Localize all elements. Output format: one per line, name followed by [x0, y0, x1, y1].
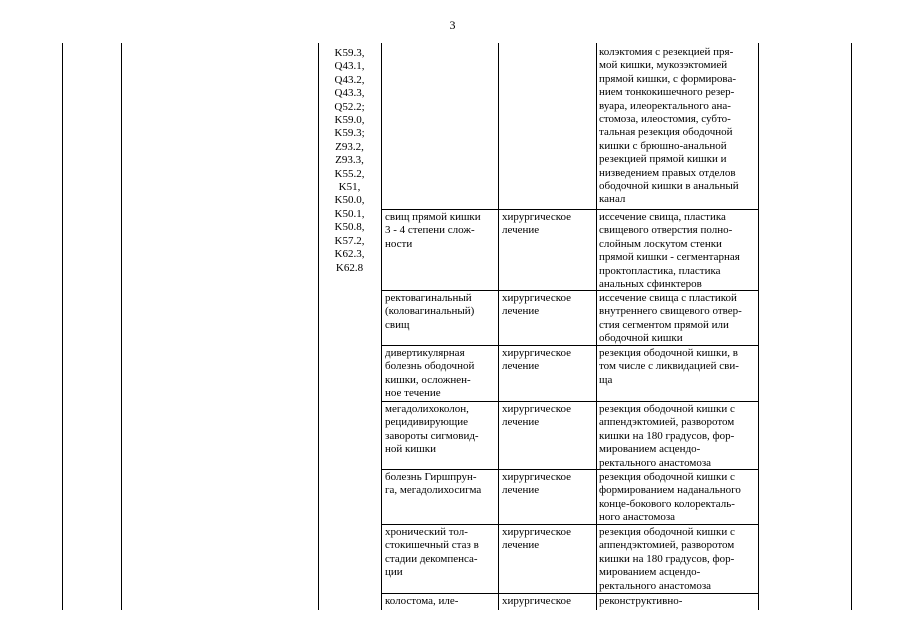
treatment-cell: хирургическое лечение: [502, 403, 572, 429]
condition-cell: дивертикулярная болезнь ободочной кишки, осложнен- ное течение: [385, 347, 475, 400]
page-number: 3: [449, 18, 456, 32]
icd-code: Q43.3,: [334, 87, 365, 100]
icd-code: Z93.3,: [335, 154, 364, 167]
condition-cell: хронический тол- стокишечный стаз в стадии декомпенса- ции: [385, 526, 479, 579]
icd-code: K50.8,: [334, 221, 365, 234]
treatment-cell: хирургическое лечение: [502, 347, 572, 373]
row-divider: [381, 401, 758, 402]
icd-code: K59.3;: [334, 127, 365, 140]
table-border-right: [851, 43, 852, 610]
method-cell: резекция ободочной кишки с аппендэктомией, разворотом кишки на 180 градусов, фор- мированием асцендо- ректального анастомоза: [599, 403, 735, 469]
condition-cell: колостома, иле-: [385, 595, 459, 607]
treatment-cell: хирургическое лечение: [502, 211, 572, 237]
method-cell: иссечение свища, пластика свищевого отверстия полно- слойным лоскутом стенки прямой кишки - сегментарная проктопластика, пластика анальных сфинктеров: [599, 211, 740, 291]
icd-code: K55.2,: [334, 167, 365, 180]
icd-code: Z93.2,: [335, 140, 364, 153]
treatment-cell: хирургическое: [502, 595, 572, 607]
condition-cell: болезнь Гиршпрун- га, мегадолихосигма: [385, 471, 482, 497]
icd-code: Q43.2,: [334, 73, 365, 86]
row-divider: [381, 209, 758, 210]
icd-code: K51,: [338, 181, 361, 194]
method-cell: колэктомия с резекцией пря- мой кишки, мукозэктомией прямой кишки, с формирова- нием тонкокишечного резер- вуара, илеоректального ана- стомоза, илеостомия, субто- тальная резекция ободочной кишки с брюшно-анальной резекцией прямой кишки и низведением правых отделов ободочной кишки в анальный канал: [599, 46, 739, 206]
icd-code: K50.0,: [334, 194, 365, 207]
icd-code: Q43.1,: [334, 60, 365, 73]
table-border-left: [62, 43, 63, 610]
method-cell: иссечение свища с пластикой внутреннего свищевого отвер- стия сегментом прямой или ободочной кишки: [599, 292, 742, 345]
icd-code: K57.2,: [334, 234, 365, 247]
treatment-cell: хирургическое лечение: [502, 471, 572, 497]
icd-code: K62.8: [335, 261, 364, 274]
row-divider: [381, 593, 758, 594]
icd-codes-cell: [318, 47, 381, 275]
icd-code: Q52.2;: [334, 100, 365, 113]
method-cell: реконструктивно-: [599, 595, 683, 607]
icd-code: K62.3,: [334, 248, 365, 261]
icd-code: K50.1,: [334, 207, 365, 220]
condition-cell: свищ прямой кишки 3 - 4 степени слож- ности: [385, 211, 481, 250]
column-divider: [121, 43, 122, 610]
condition-cell: ректовагинальный (коловагинальный) свищ: [385, 292, 475, 331]
method-cell: резекция ободочной кишки с аппендэктомией, разворотом кишки на 180 градусов, фор- мированием асцендо- ректального анастомоза: [599, 526, 735, 592]
condition-cell: мегадолихоколон, рецидивирующие завороты сигмовид- ной кишки: [385, 403, 479, 456]
icd-code: K59.0,: [334, 114, 365, 127]
treatment-cell: хирургическое лечение: [502, 526, 572, 552]
method-cell: резекция ободочной кишки, в том числе с ликвидацией сви- ща: [599, 347, 739, 386]
column-divider: [758, 43, 759, 610]
treatment-cell: хирургическое лечение: [502, 292, 572, 318]
method-cell: резекция ободочной кишки с формированием наданального конце-бокового колоректаль- ного анастомоза: [599, 471, 741, 524]
icd-code: K59.3,: [334, 47, 365, 59]
